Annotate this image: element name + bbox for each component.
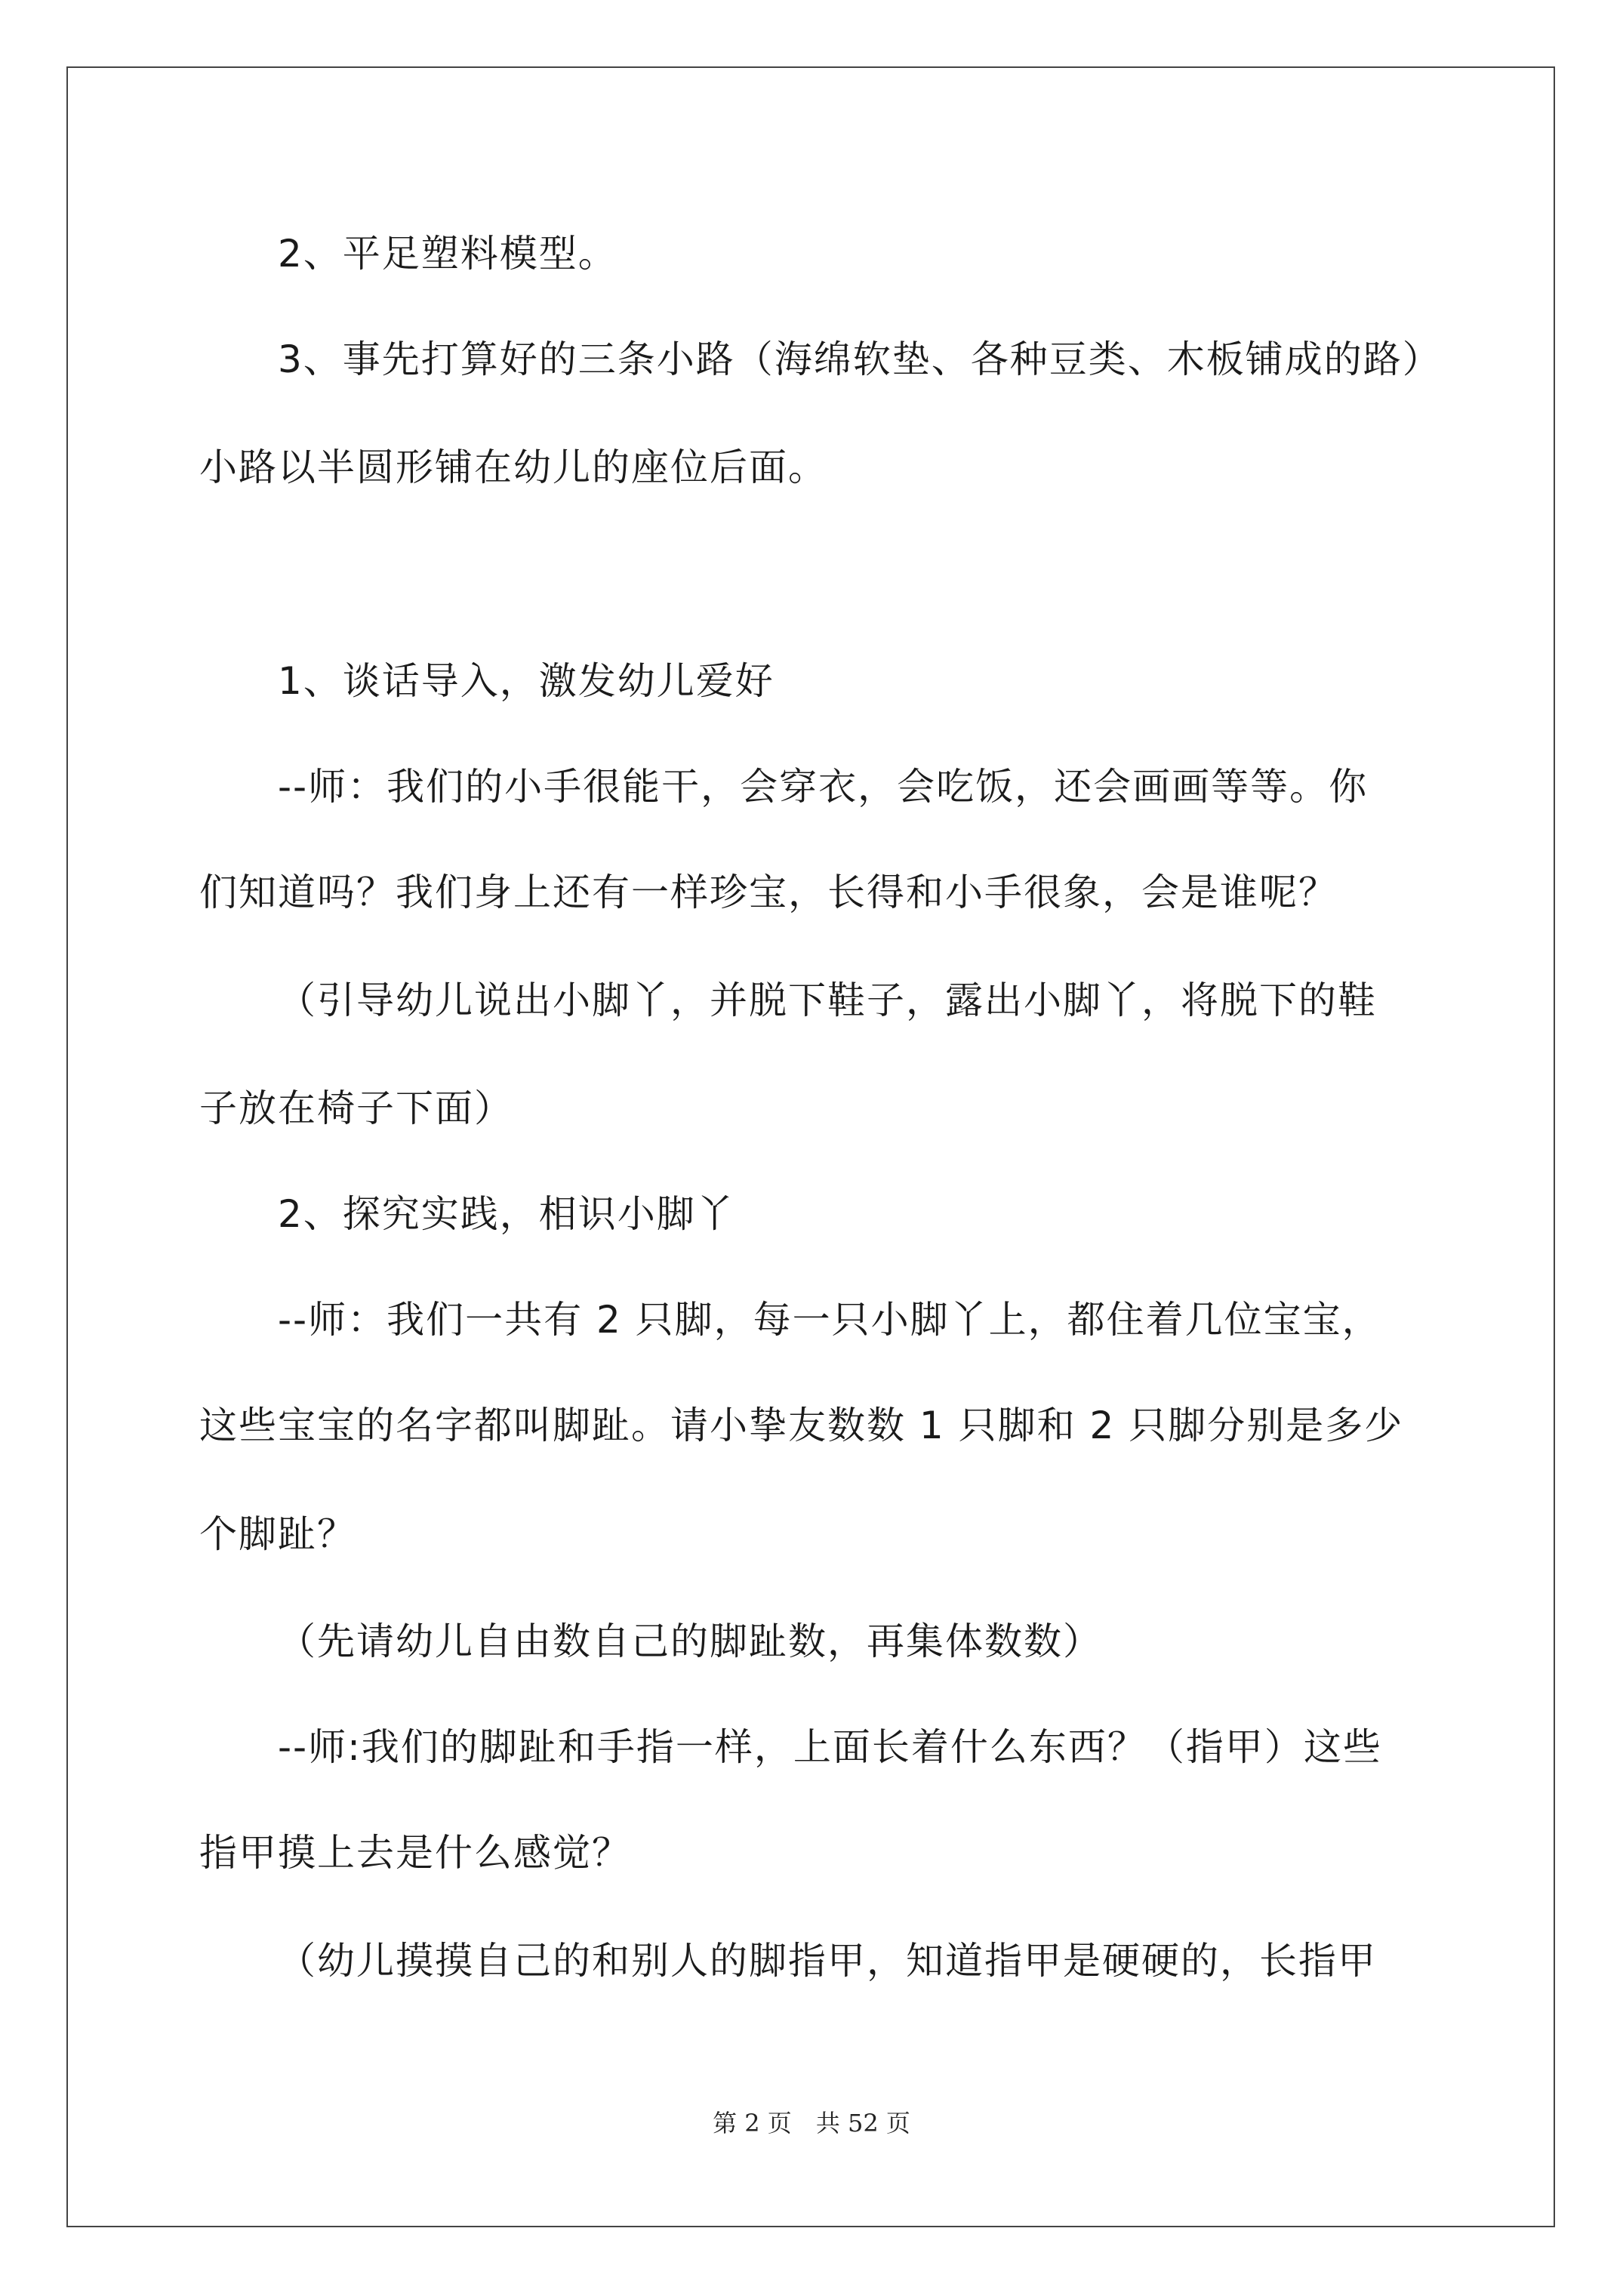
paragraph-line: 3、事先打算好的三条小路（海绵软垫、各种豆类、木板铺成的路） — [278, 337, 1442, 381]
page-total: 共 52 页 — [815, 2109, 910, 2137]
paragraph-line: 们知道吗？我们身上还有一样珍宝，长得和小手很象，会是谁呢？ — [199, 871, 1338, 914]
paragraph-line: 子放在椅子下面） — [199, 1086, 513, 1130]
paragraph-line: 指甲摸上去是什么感觉？ — [199, 1831, 631, 1875]
page-number: 第 2 页 — [713, 2109, 792, 2137]
paragraph-line: （引导幼儿说出小脚丫，并脱下鞋子，露出小脚丫，将脱下的鞋 — [278, 978, 1377, 1022]
paragraph-line: 这些宝宝的名字都叫脚趾。请小挚友数数 1 只脚和 2 只脚分别是多少 — [199, 1404, 1404, 1447]
paragraph-line: （幼儿摸摸自己的和别人的脚指甲，知道指甲是硬硬的，长指甲 — [278, 1939, 1377, 1983]
paragraph-line: 个脚趾？ — [199, 1512, 356, 1556]
paragraph-line: 2、平足塑料模型。 — [278, 232, 617, 276]
paragraph-line: 小路以半圆形铺在幼儿的座位后面。 — [199, 445, 827, 489]
page-border — [66, 66, 1555, 2227]
paragraph-line: 1、谈话导入，激发幼儿爱好 — [278, 659, 775, 703]
page-footer — [0, 2108, 1623, 2138]
paragraph-line: 2、探究实践，相识小脚丫 — [278, 1192, 735, 1236]
paragraph-line: --师：我们一共有 2 只脚，每一只小脚丫上，都住着几位宝宝， — [278, 1298, 1381, 1342]
paragraph-line: --师：我们的小手很能干，会穿衣，会吃饭，还会画画等等。你 — [278, 765, 1369, 809]
paragraph-line: （先请幼儿自由数自己的脚趾数，再集体数数） — [278, 1620, 1102, 1663]
paragraph-line: --师:我们的脚趾和手指一样，上面长着什么东西？（指甲）这些 — [278, 1725, 1382, 1769]
